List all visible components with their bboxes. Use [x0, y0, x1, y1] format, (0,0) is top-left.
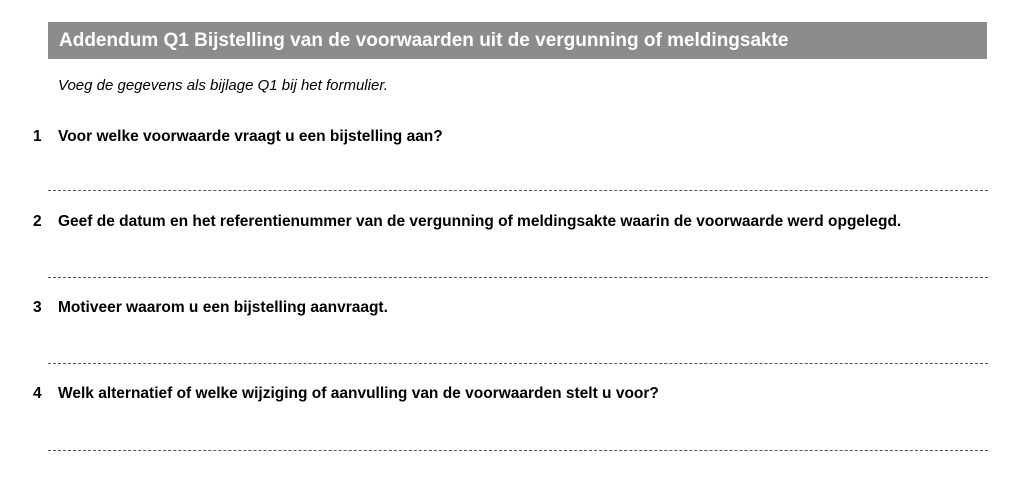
addendum-title: Addendum Q1 Bijstelling van de voorwaarden uit de vergunning of meldingsakte	[59, 29, 789, 51]
answer-field-1[interactable]	[48, 190, 988, 191]
question-text: Motiveer waarom u een bijstelling aanvraagt.	[58, 299, 388, 316]
question-text: Geef de datum en het referentienummer van de vergunning of meldingsakte waarin de voorwaarde werd opgelegd.	[58, 213, 902, 230]
intro-instruction: Voeg de gegevens als bijlage Q1 bij het formulier.	[58, 77, 388, 94]
question-number: 3	[33, 299, 42, 316]
question-number: 4	[33, 385, 42, 402]
answer-field-4[interactable]	[48, 450, 988, 451]
question-text: Voor welke voorwaarde vraagt u een bijstelling aan?	[58, 128, 443, 145]
question-text: Welk alternatief of welke wijziging of aanvulling van de voorwaarden stelt u voor?	[58, 385, 659, 402]
answer-field-3[interactable]	[48, 363, 988, 364]
question-number: 1	[33, 128, 42, 145]
question-number: 2	[33, 213, 42, 230]
addendum-header-bar	[48, 22, 987, 59]
answer-field-2[interactable]	[48, 277, 988, 278]
